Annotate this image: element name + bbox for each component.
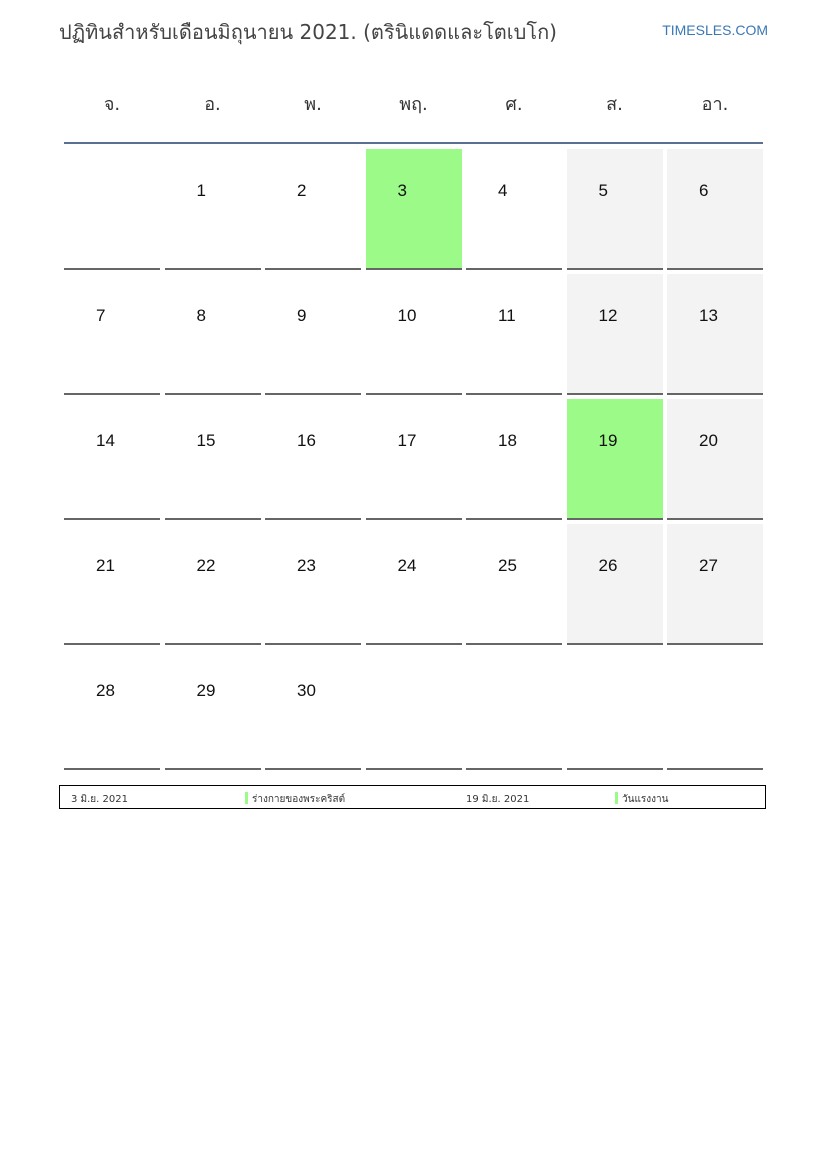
day-number: 23	[297, 556, 316, 575]
day-cell	[466, 399, 562, 520]
page-title: ปฏิทินสำหรับเดือนมิถุนายน 2021. (ตรินิแดดและโตเบโก)	[59, 20, 557, 44]
day-number: 29	[196, 681, 216, 700]
day-number: 14	[96, 431, 115, 450]
day-number: 26	[598, 556, 618, 575]
weekday-mon: จ.	[103, 94, 121, 115]
day-cell	[165, 649, 261, 770]
day-number: 19	[598, 431, 618, 450]
legend-holiday-name	[615, 792, 668, 807]
weekday-sun: อา.	[701, 94, 729, 115]
day-cell-weekend	[567, 524, 663, 645]
day-cell	[64, 399, 160, 520]
day-number: 17	[397, 431, 417, 450]
holiday-color-marker	[615, 792, 618, 804]
legend-date: 19 มิ.ย. 2021	[466, 794, 530, 805]
day-number: 7	[96, 306, 106, 325]
legend-name-text: ร่างกายของพระคริสต์	[252, 794, 346, 805]
day-number: 8	[196, 306, 206, 325]
day-cell	[64, 524, 160, 645]
day-number: 20	[699, 431, 718, 450]
day-cell-weekend	[567, 274, 663, 395]
day-number: 3	[397, 181, 407, 200]
day-cell	[165, 399, 261, 520]
day-number: 30	[297, 681, 316, 700]
legend-name-text: วันแรงงาน	[622, 794, 669, 805]
day-number: 28	[96, 681, 115, 700]
day-number: 15	[196, 431, 216, 450]
day-number: 5	[598, 181, 608, 200]
day-cell-weekend	[667, 149, 763, 270]
weekday-sat: ส.	[606, 94, 623, 115]
weekday-fri: ศ.	[505, 94, 523, 115]
site-link[interactable]: TIMESLES.COM	[662, 22, 768, 38]
day-cell-weekend	[667, 274, 763, 395]
day-number: 18	[498, 431, 517, 450]
day-cell-holiday	[366, 149, 462, 270]
day-cell	[466, 149, 562, 270]
day-cell-weekend	[667, 399, 763, 520]
day-cell-empty	[466, 649, 562, 770]
day-cell	[265, 274, 361, 395]
holiday-legend	[59, 785, 766, 809]
day-number: 6	[699, 181, 709, 200]
day-cell	[366, 399, 462, 520]
day-number: 12	[598, 306, 618, 325]
day-cell-weekend	[667, 524, 763, 645]
weekday-thu: พฤ.	[399, 94, 428, 115]
day-cell	[265, 399, 361, 520]
day-number: 22	[196, 556, 216, 575]
legend-date: 3 มิ.ย. 2021	[71, 794, 128, 805]
day-number: 1	[196, 181, 206, 200]
day-cell	[64, 149, 160, 270]
day-number: 24	[397, 556, 417, 575]
day-number: 13	[699, 306, 718, 325]
day-number: 27	[699, 556, 718, 575]
day-number: 4	[498, 181, 508, 200]
day-number: 16	[297, 431, 316, 450]
day-number: 11	[498, 306, 516, 325]
day-cell	[265, 149, 361, 270]
weekday-wed: พ.	[304, 94, 322, 115]
day-cell-holiday	[567, 399, 663, 520]
day-number: 25	[498, 556, 517, 575]
day-number: 9	[297, 306, 307, 325]
day-number: 2	[297, 181, 307, 200]
day-cell	[265, 649, 361, 770]
day-cell	[366, 274, 462, 395]
day-cell-weekend	[567, 149, 663, 270]
day-number: 21	[96, 556, 115, 575]
day-cell	[466, 524, 562, 645]
day-number: 10	[397, 306, 417, 325]
day-cell-empty	[667, 649, 763, 770]
day-cell	[466, 274, 562, 395]
holiday-color-marker	[245, 792, 248, 804]
day-cell	[366, 524, 462, 645]
day-cell	[165, 149, 261, 270]
header-divider	[64, 142, 763, 144]
day-cell	[165, 274, 261, 395]
day-cell-empty	[366, 649, 462, 770]
day-cell-empty	[567, 649, 663, 770]
day-cell	[64, 274, 160, 395]
weekday-tue: อ.	[204, 94, 221, 115]
weekday-header	[64, 78, 763, 142]
legend-holiday-name	[245, 792, 345, 807]
day-cell	[265, 524, 361, 645]
day-cell	[165, 524, 261, 645]
day-cell	[64, 649, 160, 770]
